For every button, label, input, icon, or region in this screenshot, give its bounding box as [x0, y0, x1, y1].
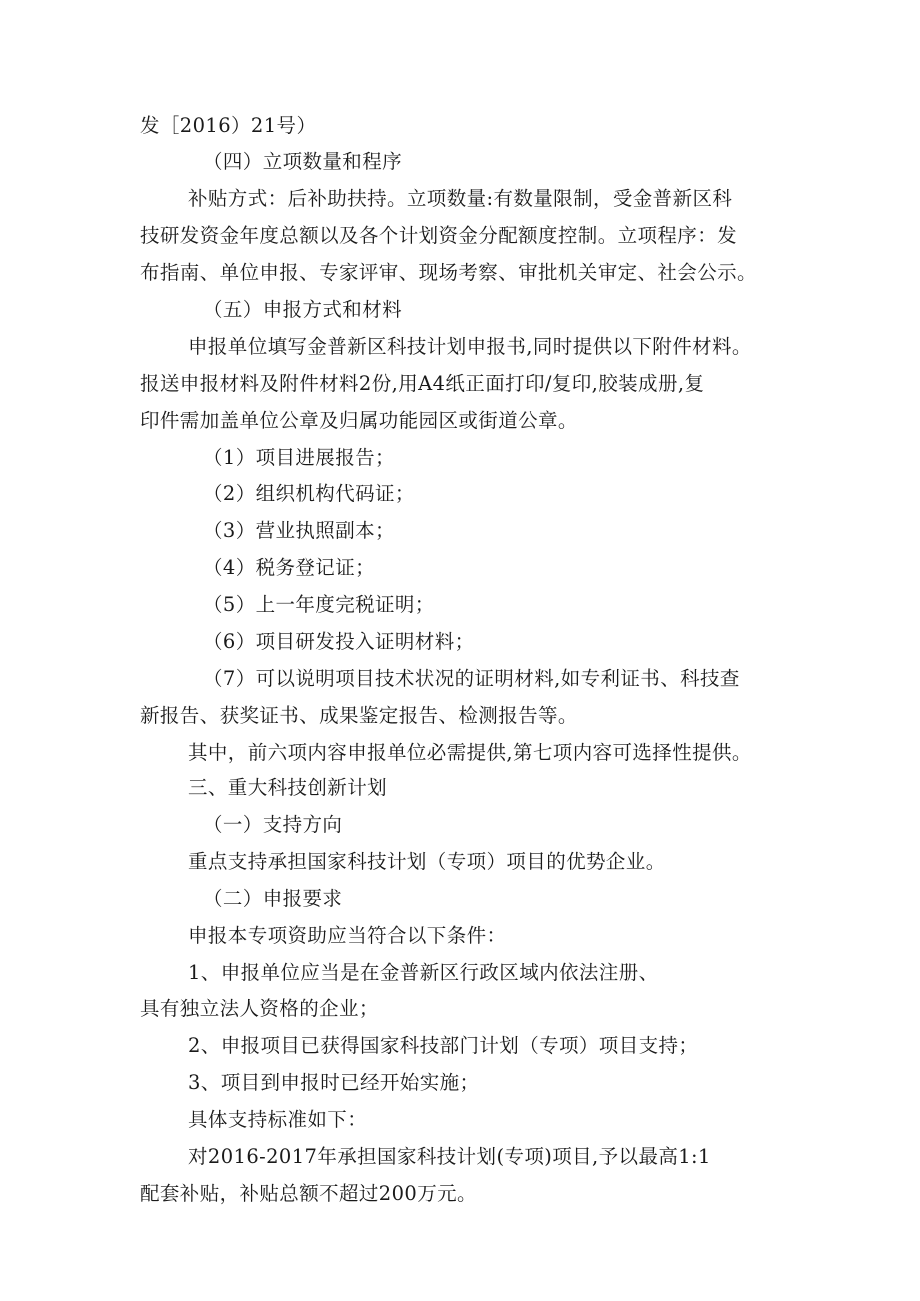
- list-item: （7）可以说明项目技术状况的证明材料,如专利证书、科技查: [203, 667, 740, 690]
- text-line: 申报单位填写金普新区科技计划申报书,同时提供以下附件材料。: [188, 335, 752, 358]
- text-line: 新报告、获奖证书、成果鉴定报告、检测报告等。: [140, 704, 578, 727]
- list-item: 1、申报单位应当是在金普新区行政区域内依法注册、: [188, 961, 659, 984]
- section-heading: （一）支持方向: [203, 813, 343, 836]
- section-heading: （二）申报要求: [203, 887, 343, 910]
- text-line: 发［2016）21号）: [140, 114, 317, 137]
- text-line: 申报本专项资助应当符合以下条件：: [188, 924, 507, 947]
- text-line: 对2016-2017年承担国家科技计划(专项)项目,予以最高1:1: [188, 1145, 711, 1168]
- text-line: 其中，前六项内容申报单位必需提供,第七项内容可选择性提供。: [188, 741, 752, 764]
- list-item: （4）税务登记证；: [203, 556, 376, 579]
- text-line: 印件需加盖单位公章及归属功能园区或街道公章。: [140, 409, 578, 432]
- section-heading: 三、重大科技创新计划: [188, 776, 388, 799]
- text-line: 具体支持标准如下：: [188, 1108, 368, 1131]
- list-item: （3）营业执照副本；: [203, 519, 395, 542]
- list-item: 3、项目到申报时已经开始实施；: [188, 1071, 480, 1094]
- section-heading: （四）立项数量和程序: [203, 150, 403, 173]
- list-item: （2）组织机构代码证；: [203, 482, 415, 505]
- text-line: 报送申报材料及附件材料2份,用A4纸正面打印/复印,胶装成册,复: [140, 372, 705, 395]
- text-line: 技研发资金年度总额以及各个计划资金分配额度控制。立项程序：发: [140, 224, 738, 247]
- list-item: 2、申报项目已获得国家科技部门计划（专项）项目支持；: [188, 1034, 699, 1057]
- text-line: 具有独立法人资格的企业；: [140, 997, 379, 1020]
- section-heading: （五）申报方式和材料: [203, 298, 403, 321]
- text-line: 补贴方式：后补助扶持。立项数量:有数量限制，受金普新区科: [188, 187, 733, 210]
- list-item: （6）项目研发投入证明材料；: [203, 630, 475, 653]
- text-line: 重点支持承担国家科技计划（专项）项目的优势企业。: [188, 850, 666, 873]
- text-line: 配套补贴，补贴总额不超过200万元。: [140, 1182, 477, 1205]
- list-item: （1）项目进展报告；: [203, 446, 395, 469]
- list-item: （5）上一年度完税证明；: [203, 593, 435, 616]
- text-line: 布指南、单位申报、专家评审、现场考察、审批机关审定、社会公示。: [140, 261, 757, 284]
